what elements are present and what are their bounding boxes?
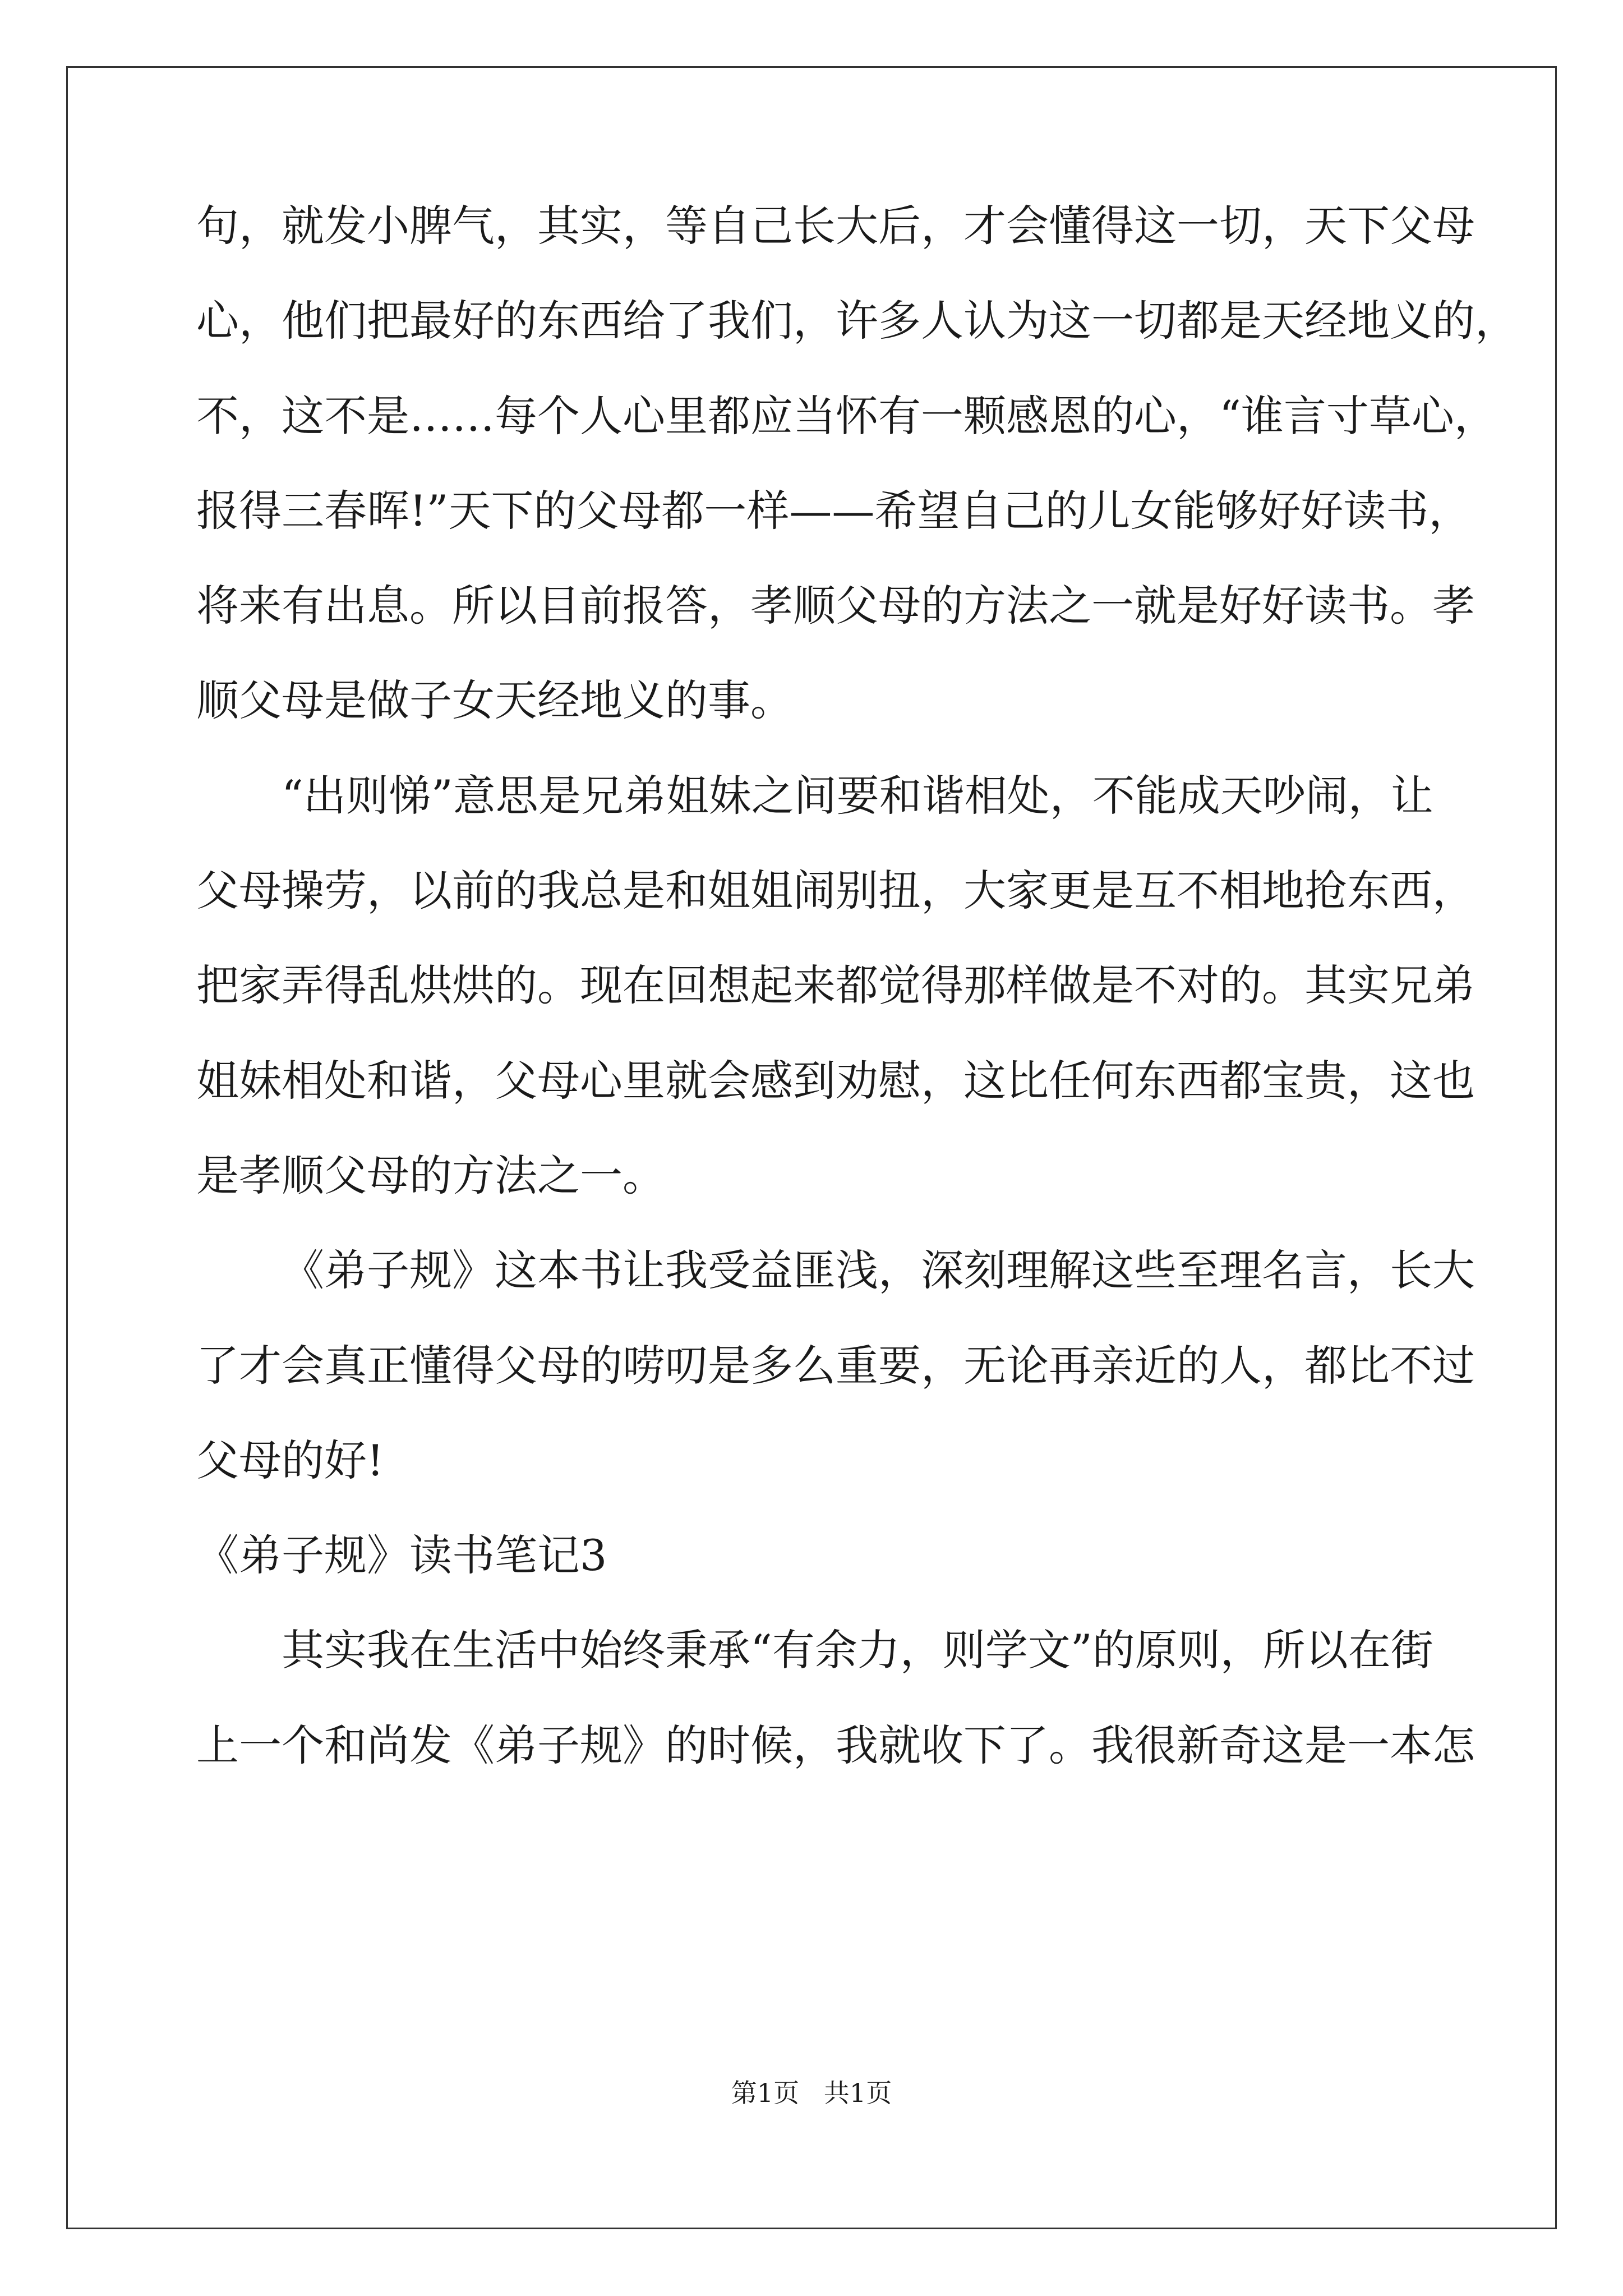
- section-heading: 《弟子规》读书笔记3: [196, 1530, 607, 1581]
- text-line: 父母操劳，以前的我总是和姐姐闹别扭，大家更是互不相地抢东西，: [196, 866, 1475, 916]
- text-line: 句，就发小脾气，其实，等自己长大后，才会懂得这一切，天下父母: [196, 201, 1475, 251]
- text-line: 把家弄得乱烘烘的。现在回想起来都觉得那样做是不对的。其实兄弟: [196, 960, 1475, 1011]
- text-line: 姐妹相处和谐，父母心里就会感到劝慰，这比任何东西都宝贵，这也: [196, 1055, 1475, 1106]
- page-footer: 第1页 共1页: [731, 2078, 892, 2108]
- paragraph-first-line: 其实我在生活中始终秉承“有余力，则学文”的原则，所以在街: [282, 1625, 1433, 1676]
- text-line: 将来有出息。所以目前报答，孝顺父母的方法之一就是好好读书。孝: [196, 581, 1475, 631]
- text-line: 顺父母是做子女天经地义的事。: [196, 675, 793, 726]
- paragraph-first-line: “出则悌”意思是兄弟姐妹之间要和谐相处，不能成天吵闹，让: [282, 770, 1433, 821]
- text-line: 是孝顺父母的方法之一。: [196, 1150, 665, 1200]
- document-body: [196, 201, 1518, 1819]
- text-line: 了才会真正懂得父母的唠叨是多么重要，无论再亲近的人，都比不过: [196, 1340, 1475, 1391]
- text-line: 不，这不是……每个人心里都应当怀有一颗感恩的心，“谁言寸草心，: [196, 390, 1497, 441]
- text-line: 心，他们把最好的东西给了我们，许多人认为这一切都是天经地义的，: [196, 296, 1518, 346]
- text-line: 父母的好!: [196, 1435, 384, 1485]
- paragraph-first-line: 《弟子规》这本书让我受益匪浅，深刻理解这些至理名言，长大: [282, 1245, 1475, 1296]
- text-line: 报得三春晖!”天下的父母都一样——希望自己的儿女能够好好读书，: [196, 485, 1472, 536]
- text-line: 上一个和尚发《弟子规》的时候，我就收下了。我很新奇这是一本怎: [196, 1720, 1475, 1770]
